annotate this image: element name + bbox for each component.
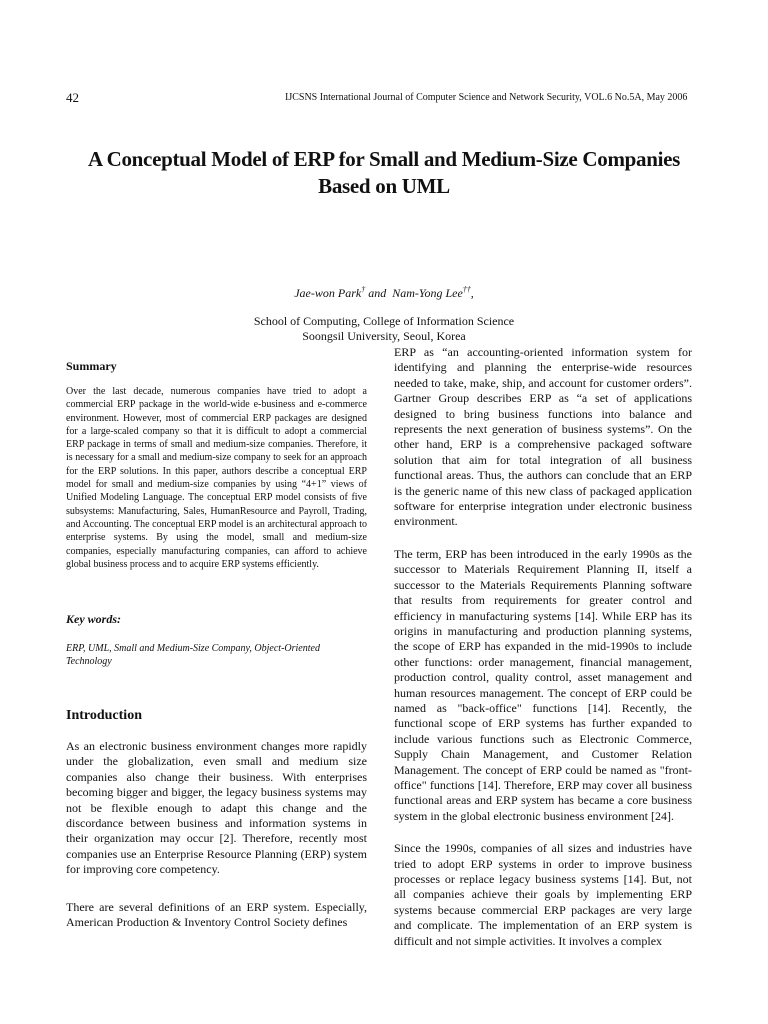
author-1-mark: † [361,285,366,294]
affiliation [180,314,588,344]
introduction-paragraph-2: There are several definitions of an ERP system. Especially, American Production & Inventory Control Society defines [66,900,367,930]
keywords-heading: Key words: [66,612,121,626]
introduction-heading: Introduction [66,708,142,723]
running-head: IJCSNS International Journal of Computer Science and Network Security, VOL.6 No.5A, May 2006 [285,92,688,103]
summary-heading: Summary [66,359,117,373]
introduction-paragraph-1: As an electronic business environment changes more rapidly under the globalization, even small and medium size companies also change their business. With enterprises becoming bigger and bigger, the legacy business systems may not be flexible enough to adapt this change and the discordance between business and information systems in their organization may occur [2]. Therefore, recently most companies use an Enterprise Resource Planning (ERP) system for improving core competency. [66,739,367,877]
author-2-mark: †† [462,285,471,294]
left-column [66,359,367,930]
page-number: 42 [66,90,79,105]
summary-text: Over the last decade, numerous companies have tried to adopt a commercial ERP package in the world-wide e-business and e-commerce environment. However, most of commercial ERP packages are designed for a large-scaled company so that it is difficult to adopt a commercial ERP package in terms of small and medium-size companies. Therefore, it is necessary for a small and medium-size company to seek for an approach for the ERP solutions. In this paper, authors describe a conceptual ERP model for small and medium-size companies by using “4+1” views of Unified Modeling Language. The conceptual ERP model consists of five subsystems: Manufacturing, Sales, HumanResource and Payroll, Trading, and Accounting. The conceptual ERP model is an architectural approach to enterprise systems. By using the model, small and medium-size companies, especially manufacturing companies, can afford to achieve global business process and to acquire ERP systems efficiently. [66,386,367,570]
affiliation-line-2: Soongsil University, Seoul, Korea [302,329,466,343]
right-paragraph-2: The term, ERP has been introduced in the early 1990s as the successor to Materials Requirement Planning II, itself a successor to the Materials Requirements Planning software that results from requirements for greater control and efficiency in manufacturing systems [14]. While ERP has its origins in manufacturing and production planning systems, the scope of ERP has expanded in the mid-1990s to include other functions: order management, financial management, production control, quality control, asset management and human resources management. The concept of ERP could be named as "back-office" functions [14]. Recently, the functional scope of ERP systems has further expanded to include various functions such as Electronic Commerce, Supply Chain Management, and Customer Relation Management. The concept of ERP could be named as "front-office" functions [14]. Therefore, ERP may cover all business functional areas and ERP system has became a core business system in the global electronic business environment [24]. [394,546,692,823]
right-column [394,345,692,966]
right-paragraph-1: ERP as “an accounting-oriented information system for identifying and planning the enterprise-wide resources needed to take, make, ship, and account for customer orders”. Gartner Group describes ERP as “a set of applications designed to bring business functions into balance and represents the next generation of business systems”. On the other hand, ERP is a comprehensive packaged software solution that aim for total integration of all business functional areas. Thus, the authors can conclude that an ERP is the generic name of this new class of packaged application software for enterprise integration under electronic business environment. [394,345,692,529]
title-line-1: A Conceptual Model of ERP for Small and Medium-Size Companies [87,147,681,171]
author-1: Jae-won Park [294,286,362,300]
right-paragraph-3: Since the 1990s, companies of all sizes and industries have tried to adopt ERP systems in order to improve business processes or replace legacy business systems [14]. But, not all companies achieve their goals by implementing ERP systems because commercial ERP packages are very large and complicate. The implementation of an ERP system is difficult and not simple activities. It involves a complex [394,841,692,948]
title-line-2: Based on UML [318,174,450,198]
author-conjunction: and [365,286,393,300]
affiliation-line-1: School of Computing, College of Information Science [253,314,515,328]
author-line [180,285,588,301]
author-trail: , [470,286,474,300]
keywords-text: ERP, UML, Small and Medium-Size Company, Object-Oriented Technology [66,643,320,668]
author-2: Nam-Yong Lee [392,286,463,300]
paper-title [40,146,728,200]
